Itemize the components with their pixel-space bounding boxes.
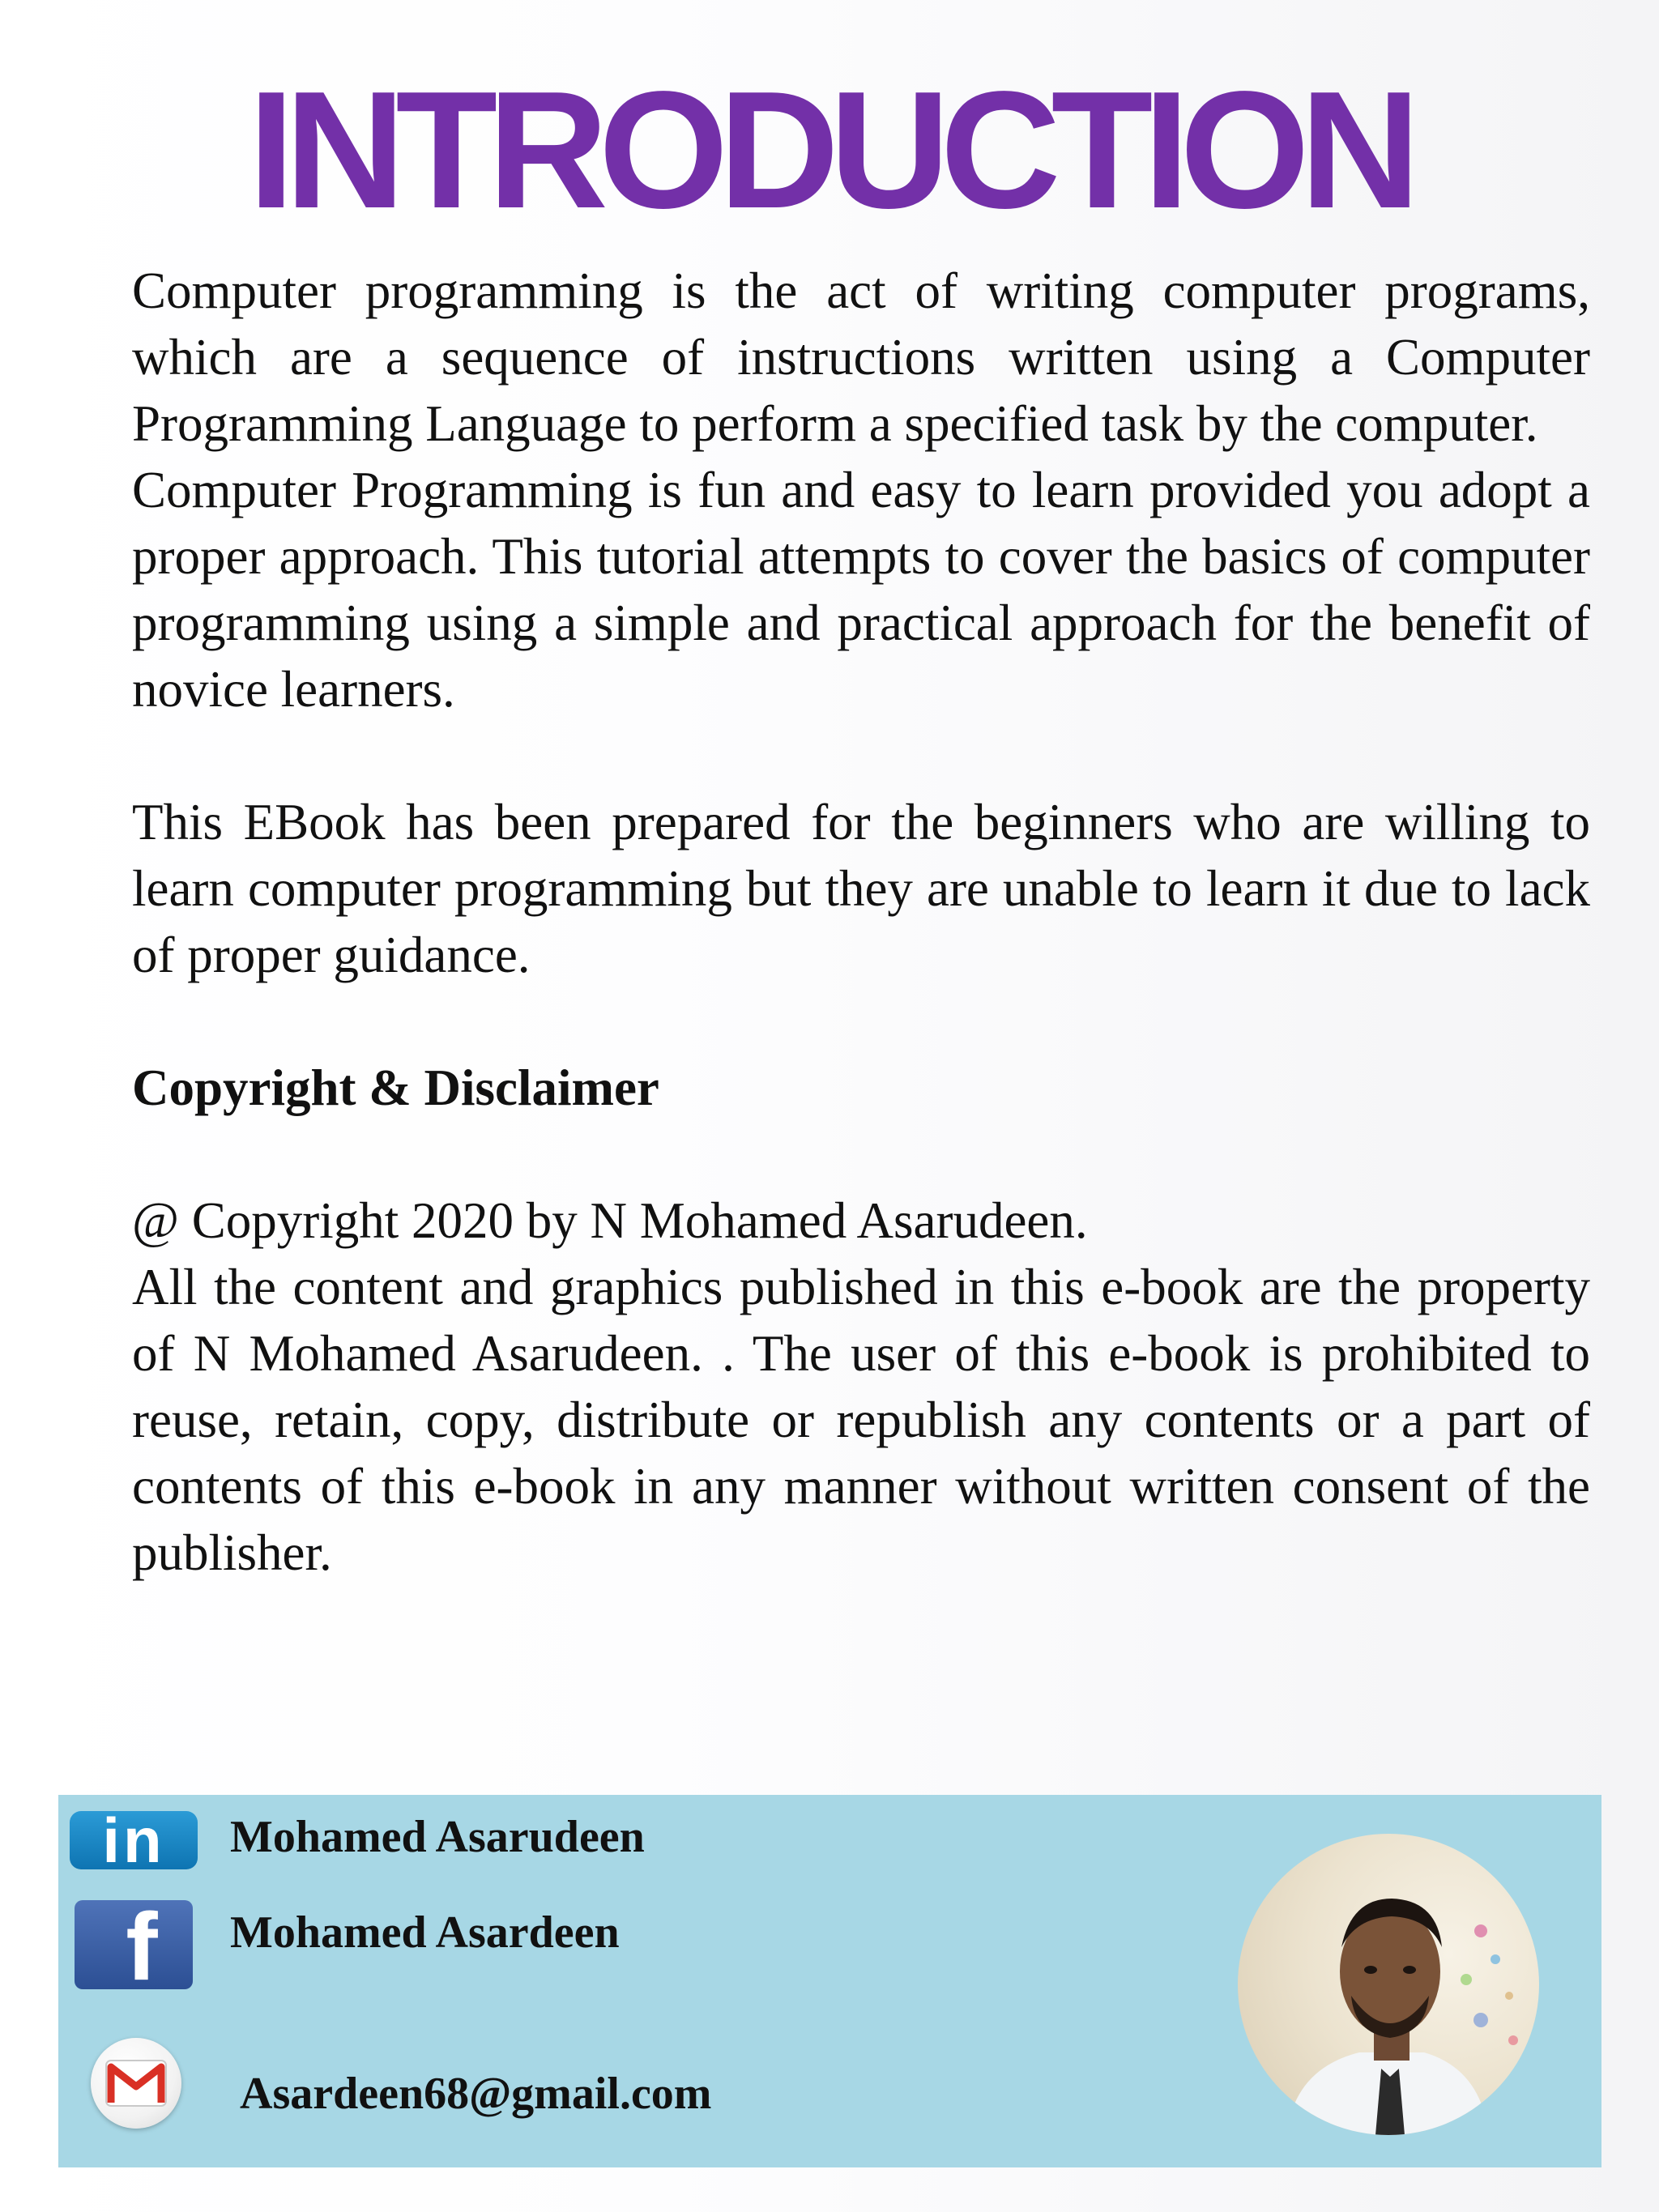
body-text <box>132 258 1590 1586</box>
linkedin-icon[interactable] <box>70 1804 198 1876</box>
paragraph-definition: Computer programming is the act of writing computer programs, which are a sequence of instructions written using a Computer Programming Language to perform a specified task by the computer. <box>132 262 1590 452</box>
linkedin-glyph: in <box>102 1804 165 1876</box>
paragraph-spacer <box>132 1121 1590 1187</box>
linkedin-name[interactable]: Mohamed Asarudeen <box>230 1812 645 1862</box>
email-address[interactable]: Asardeen68@gmail.com <box>240 2069 712 2119</box>
page-title: INTRODUCTION <box>248 57 1411 243</box>
gmail-envelope-icon <box>104 2059 168 2108</box>
contact-footer <box>58 1795 1601 2167</box>
section-heading: Copyright & Disclaimer <box>132 1059 659 1116</box>
facebook-glyph: f <box>126 1900 158 1989</box>
paragraph-spacer <box>132 988 1590 1055</box>
paragraph-disclaimer: All the content and graphics published in this e-book are the property of N Mohamed Asarudeen. . The user of this e-book is prohibited to reuse, retain, copy, distribute or republish any contents or a part of contents of this e-book in any manner without written consent of the publisher. <box>132 1259 1590 1581</box>
copyright-line: @ Copyright 2020 by N Mohamed Asarudeen. <box>132 1192 1088 1249</box>
author-portrait <box>1238 1834 1539 2135</box>
facebook-name[interactable]: Mohamed Asardeen <box>230 1907 620 1958</box>
paragraph-spacer <box>132 722 1590 789</box>
author-photo <box>1238 1834 1539 2135</box>
paragraph-audience: This EBook has been prepared for the beginners who are willing to learn computer programming but they are unable to learn it due to lack of proper guidance. <box>132 794 1590 983</box>
gmail-icon[interactable] <box>91 2038 181 2129</box>
paragraph-tutorial: Computer Programming is fun and easy to learn provided you adopt a proper approach. This tutorial attempts to cover the basics of computer programming using a simple and practical approach for the benefit of novice learners. <box>132 462 1590 718</box>
facebook-icon[interactable] <box>75 1900 193 1989</box>
